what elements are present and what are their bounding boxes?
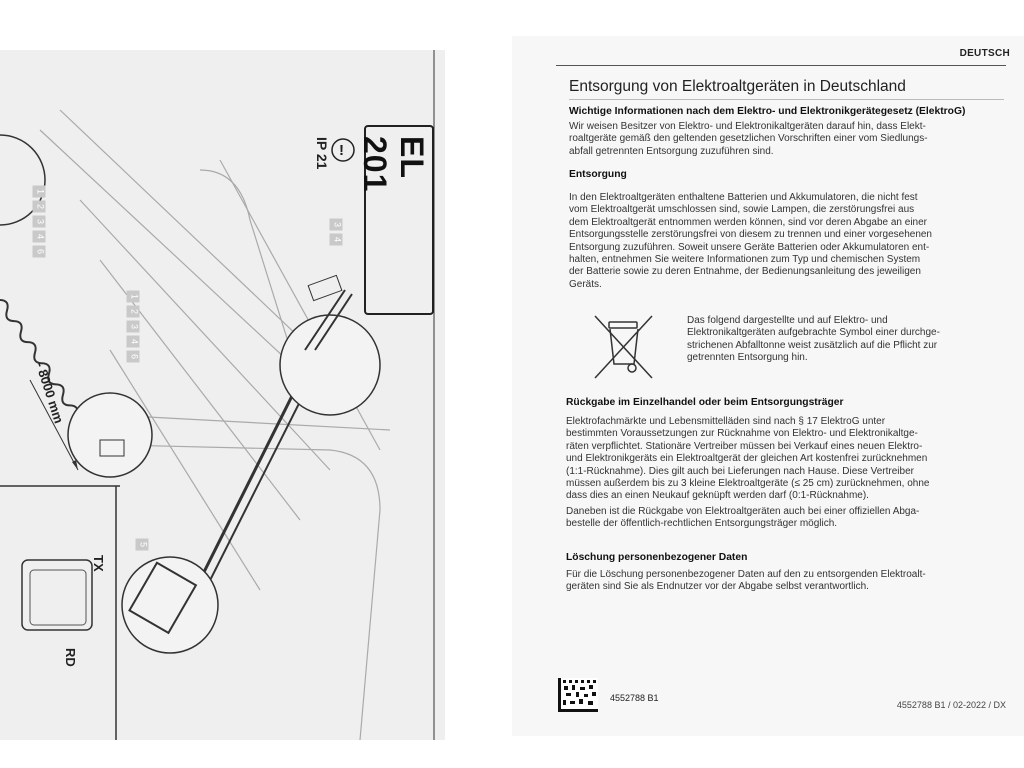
page-title: Entsorgung von Elektroaltgeräten in Deutschland [569,78,906,95]
header-divider [556,65,1006,66]
section-body-entsorgung: In den Elektroaltgeräten enthaltene Batterien und Akkumulatoren, die nicht fest vom Elektroaltgerät umschlossen sind, sowie Lampen, die zerstörungsfrei aus dem Elektroaltgerät entnommen werden können, sind vor deren Abgabe an einer Entsorgungsstelle zerstörungsfrei von diesem zu trennen und einer vorgesehenen Entsorgung zuzuführen. Soweit unsere Geräte Batterien oder Akkumulatoren ent- halten, entnehmen Sie weitere Informationen zum Typ und chemischen System der Batterie sowie zu deren Entnahme, der Bedienungsanleitung des jeweiligen Geräts. [569,192,932,290]
section-body-rueckgabe: Elektrofachmärkte und Lebensmittelläden sind nach § 17 ElektroG unter bestimmten Voraussetzungen zur Rücknahme von Elektro- und Elektronikaltge- räten verpflichtet. Stationäre Vertreiber müssen bei Verkauf eines neuen Elektro- und Elektronikgeräts ein Elektroaltgerät der gleichen Art kostenfrei zurücknehmen (1:1-Rücknahme). Dies gilt auch bei Lieferungen nach Hause. Diese Vertreiber müssen außerdem bis zu 3 kleine Elektroaltgeräte (≤ 25 cm) zurücknehmen, ohne dass dies an einen Neukauf geknüpft werden darf (0:1-Rücknahme). Daneben ist die Rückgabe von Elektroaltgeräten auch bei einer offiziellen Abga- bestelle der öffentlich-rechtlichen Entsorgungsträger möglich. [566,416,930,530]
step-numbers-a: 1 2 3 4 6 [33,185,45,258]
crossed-out-wheelie-bin-icon [592,312,656,384]
section-heading-rueckgabe: Rückgabe im Einzelhandel oder beim Entsorgungsträger [566,397,844,408]
title-divider [569,99,1004,100]
footer-code: 4552788 B1 [610,693,659,703]
section-body-electrog: Wir weisen Besitzer von Elektro- und Elektronikaltgeräten darauf hin, dass Elekt- roaltgeräte gemäß den geltenden gesetzlichen Vorschriften einer vom Siedlungs- abfall getrennten Entsorgung zuzuführen sind. [569,121,928,157]
section-body-loeschung: Für die Löschung personenbezogener Daten auf den zu entsorgenden Elektroalt- geräten sind Sie als Endnutzer vor der Abgabe selbst verantwortlich. [566,569,926,593]
model-label: EL 201 [357,136,430,193]
symbol-description: Das folgend dargestellte und auf Elektro- und Elektronikaltgeräten aufgebrachte Symbol einer durchge- strichenen Abfalltonne weist zusätzlich auf die Pflicht zur getrennten Entsorgung hin. [687,315,940,364]
length-dimension: - 8000 mm [32,360,67,426]
disposal-info-page [512,36,1024,736]
section-heading-electrog: Wichtige Informationen nach dem Elektro- und Elektronikgerätegesetz (ElektroG) [569,106,966,117]
svg-text:!: ! [339,142,344,159]
installation-diagram-page [0,50,445,740]
rd-label: RD [63,648,78,667]
section-heading-entsorgung: Entsorgung [569,169,627,180]
ip-rating: IP 21 [314,137,330,170]
footer-reference: 4552788 B1 / 02-2022 / DX [896,700,1006,710]
step-number-d: 5 [136,539,149,551]
datamatrix-code [558,678,598,712]
tx-label: TX [91,555,106,572]
section-heading-loeschung: Löschung personenbezogener Daten [566,552,748,563]
language-label: DEUTSCH [959,48,1010,59]
step-numbers-c: 3 4 [330,218,342,246]
step-numbers-b: 1 2 3 4 6 [127,290,139,363]
